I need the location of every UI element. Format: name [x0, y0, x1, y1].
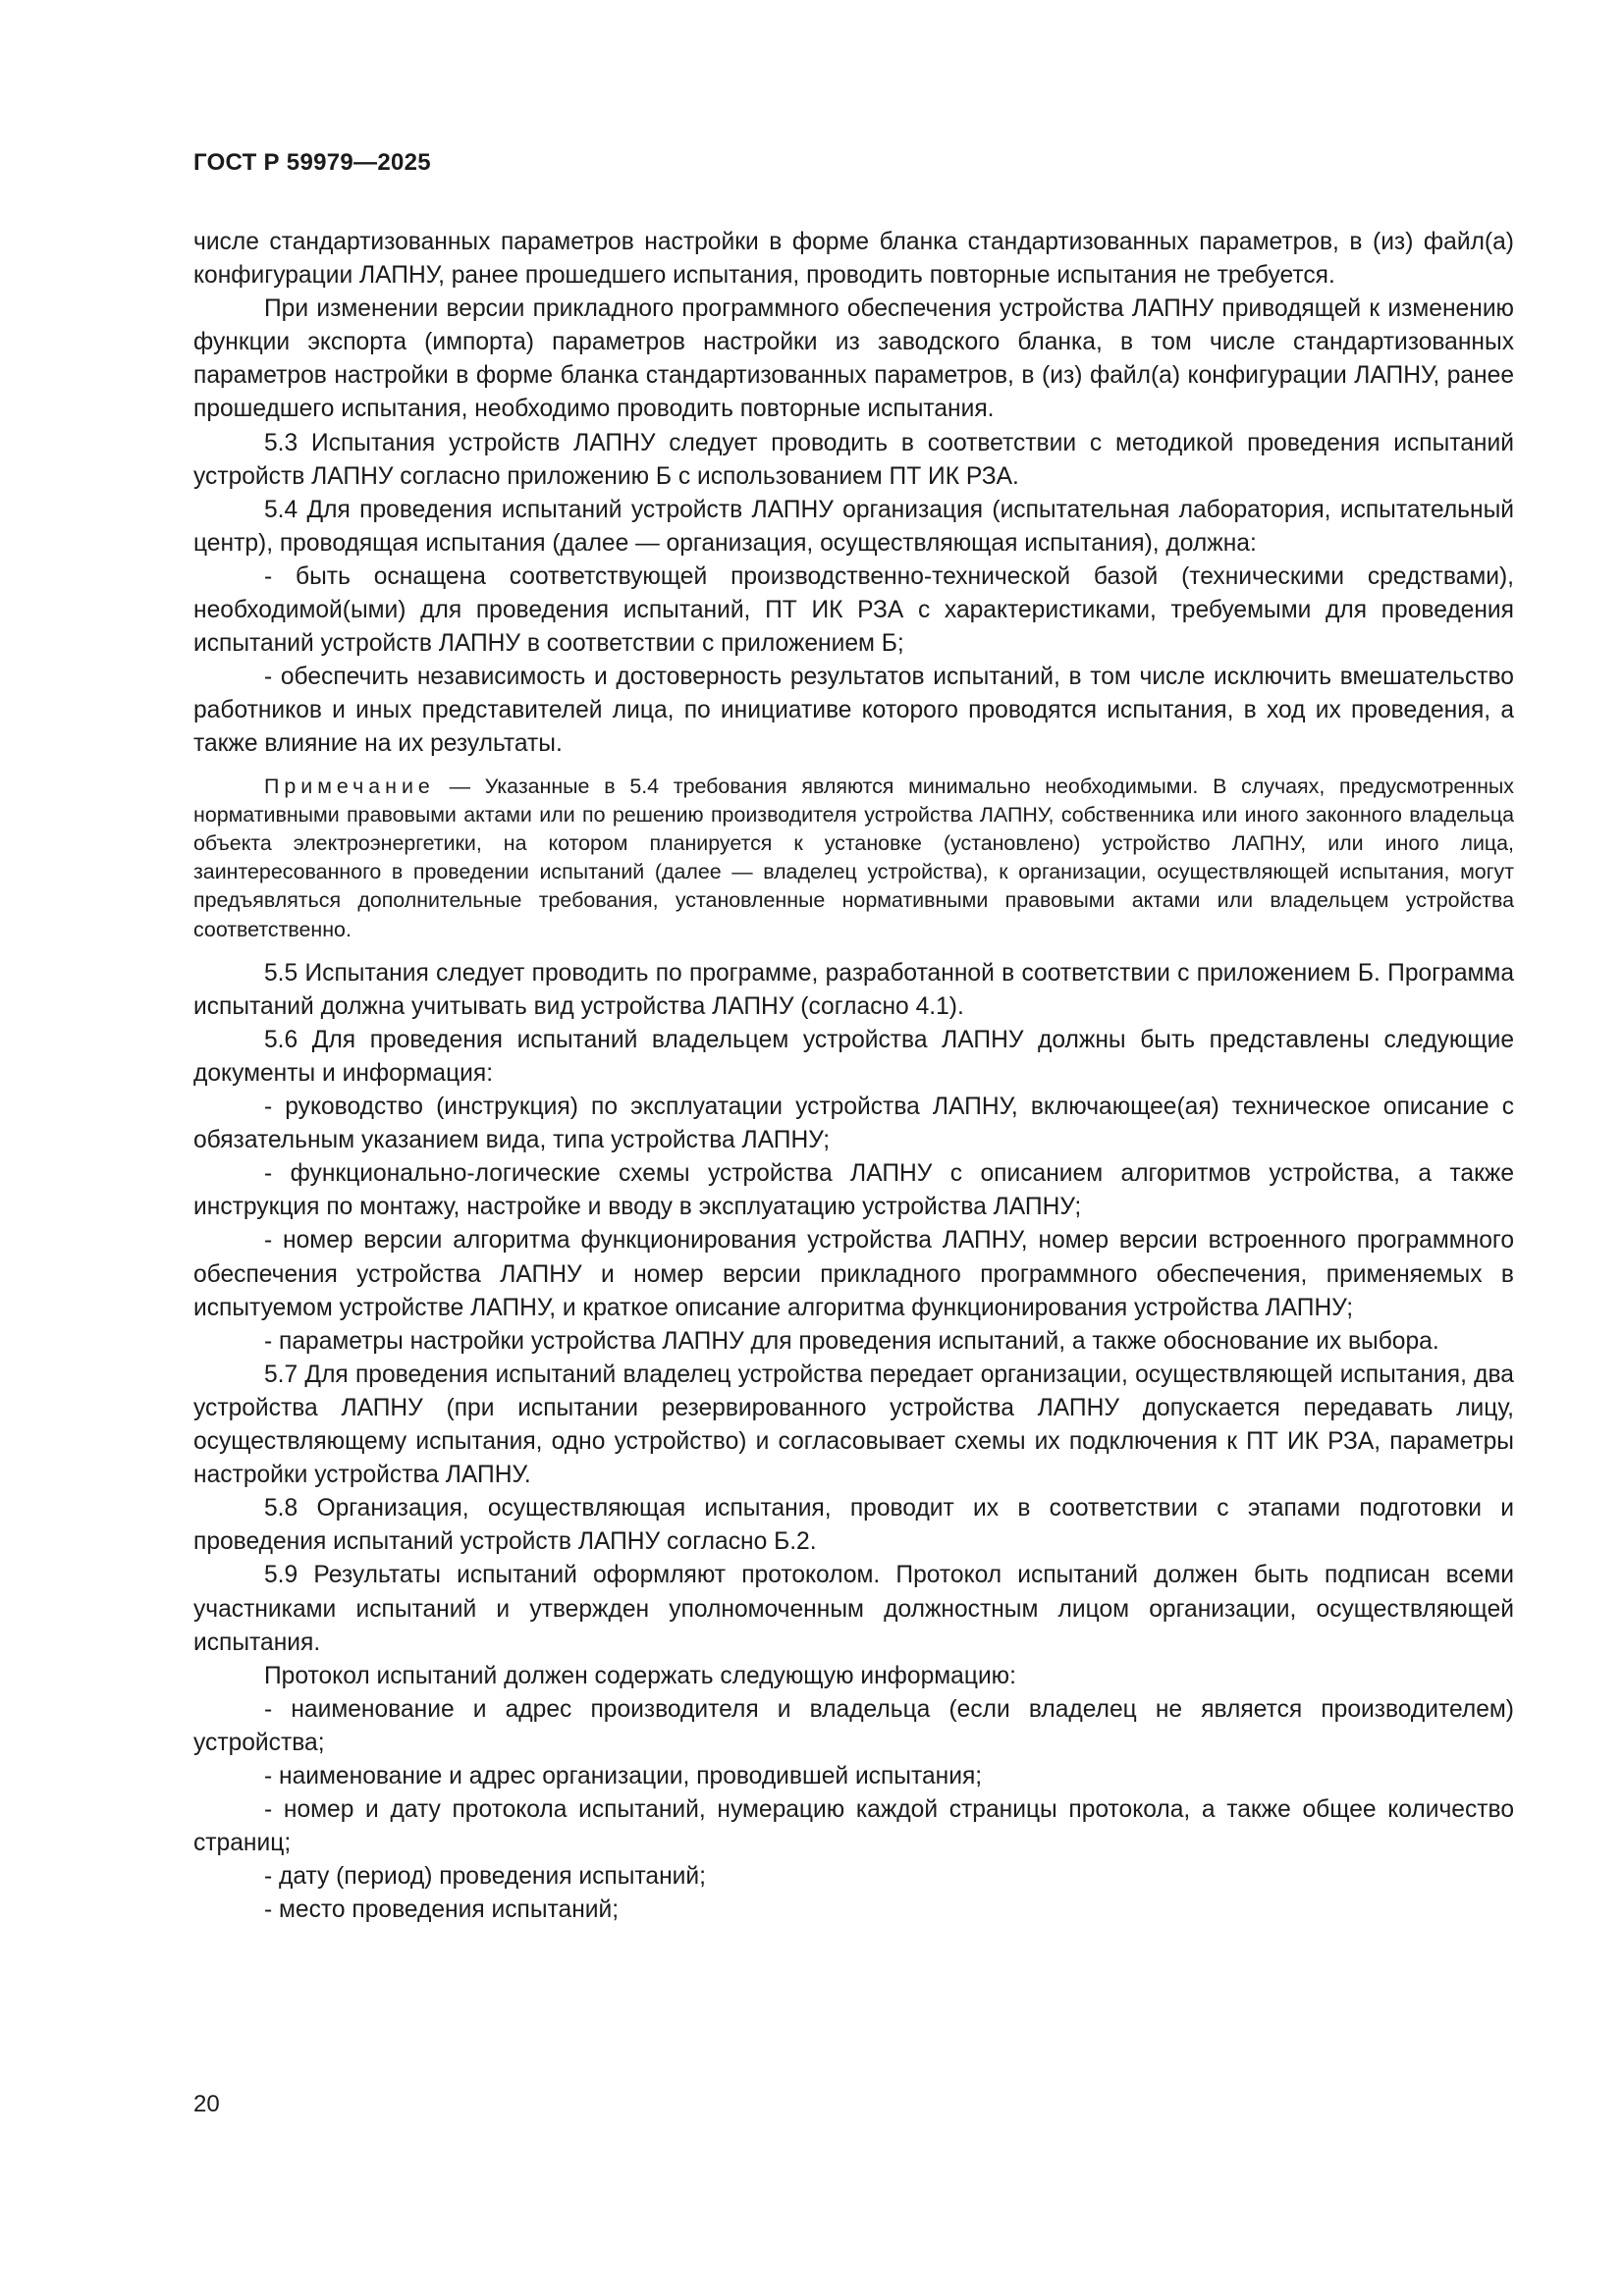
paragraph-5-7: 5.7 Для проведения испытаний владелец устройства передает организации, осуществляющей испытания, два устройства ЛАПНУ (при испытании резервированного устройства ЛАПНУ допускается передавать лицу, осуществляющему испытания, одно устройство) и согласовывает схемы их подключения к ПТ ИК РЗА, параметры настройки устройства ЛАПНУ. — [193, 1361, 1514, 1489]
note-paragraph — [193, 773, 1514, 944]
document-header: ГОСТ Р 59979—2025 — [193, 149, 431, 176]
list-item: - наименование и адрес производителя и владельца (если владелец не является производителем) устройства; — [193, 1695, 1514, 1756]
list-item: - номер версии алгоритма функционирования устройства ЛАПНУ, номер версии встроенного программного обеспечения устройства ЛАПНУ и номер версии прикладного программного обеспечения, применяемых в испытуемом устройстве ЛАПНУ, и краткое описание алгоритма функционирования устройства ЛАПНУ; — [193, 1227, 1514, 1321]
page-number: 20 — [193, 2091, 220, 2117]
list-item: - место проведения испытаний; — [264, 1896, 620, 1924]
note-block — [193, 773, 1514, 944]
paragraph-5-4: 5.4 Для проведения испытаний устройств ЛАПНУ организация (испытательная лаборатория, испытательный центр), проводящая испытания (далее — организация, осуществляющая испытания), должна: — [193, 496, 1514, 557]
list-item: - функционально-логические схемы устройства ЛАПНУ с описанием алгоритмов устройства, а также инструкция по монтажу, настройке и вводу в эксплуатацию устройства ЛАПНУ; — [193, 1160, 1514, 1221]
paragraph-5-9: 5.9 Результаты испытаний оформляют протоколом. Протокол испытаний должен быть подписан всеми участниками испытаний и утвержден уполномоченным должностным лицом организации, осуществляющей испытания. — [193, 1562, 1514, 1656]
note-text: — Указанные в 5.4 требования являются минимально необходимыми. В случаях, предусмотренных нормативными правовыми актами или по решению производителя устройства ЛАПНУ, собственника или иного законного владельца объекта электроэнергетики, на котором планируется к установке (установлено) устройство ЛАПНУ, или иного лица, заинтересованного в проведении испытаний (далее — владелец устройства), к организации, осуществляющей испытания, могут предъявляться дополнительные требования, установленные нормативными правовыми актами или владельцем устройства соответственно. — [193, 774, 1514, 941]
list-item: - наименование и адрес организации, проводившей испытания; — [264, 1762, 983, 1789]
list-item: - номер и дату протокола испытаний, нумерацию каждой страницы протокола, а также общее количество страниц; — [193, 1796, 1514, 1857]
paragraph-5-5: 5.5 Испытания следует проводить по программе, разработанной в соответствии с приложением Б. Программа испытаний должна учитывать вид устройства ЛАПНУ (согласно 4.1). — [193, 959, 1514, 1020]
paragraph-5-3: 5.3 Испытания устройств ЛАПНУ следует проводить в соответствии с методикой проведения испытаний устройств ЛАПНУ согласно приложению Б с использованием ПТ ИК РЗА. — [193, 429, 1514, 490]
paragraph-version-change: При изменении версии прикладного программного обеспечения устройства ЛАПНУ приводящей к изменению функции экспорта (импорта) параметров настройки из заводского бланка, в том числе стандартизованных параметров настройки в форме бланка стандартизованных параметров, в (из) файл(а) конфигурации ЛАПНУ, ранее прошедшего испытания, необходимо проводить повторные испытания. — [193, 295, 1514, 423]
paragraph-protocol-contents: Протокол испытаний должен содержать следующую информацию: — [264, 1662, 1016, 1689]
paragraph-continuation: числе стандартизованных параметров настройки в форме бланка стандартизованных параметров, в (из) файл(а) конфигурации ЛАПНУ, ранее прошедшего испытания, проводить повторные испытания не требуется. — [193, 229, 1514, 290]
paragraph-5-8: 5.8 Организация, осуществляющая испытания, проводит их в соответствии с этапами подготовки и проведения испытаний устройств ЛАПНУ согласно Б.2. — [193, 1495, 1514, 1556]
list-item: - обеспечить независимость и достоверность результатов испытаний, в том числе исключить вмешательство работников и иных представителей лица, по инициативе которого проводятся испытания, в ход их проведения, а также влияние на их результаты. — [193, 664, 1514, 758]
note-label: Примечание — [264, 774, 435, 798]
list-item: - дату (период) проведения испытаний; — [264, 1863, 706, 1891]
list-item: - руководство (инструкция) по эксплуатации устройства ЛАПНУ, включающее(ая) техническое описание с обязательным указанием вида, типа устройства ЛАПНУ; — [193, 1094, 1514, 1154]
paragraph-5-6: 5.6 Для проведения испытаний владельцем устройства ЛАПНУ должны быть представлены следующие документы и информация: — [193, 1026, 1514, 1087]
list-item: - параметры настройки устройства ЛАПНУ для проведения испытаний, а также обоснование их выбора. — [264, 1327, 1439, 1355]
document-body — [193, 226, 1514, 1927]
list-item: - быть оснащена соответствующей производственно-технической базой (техническими средствами), необходимой(ыми) для проведения испытаний, ПТ ИК РЗА с характеристиками, требуемыми для проведения испытаний устройств ЛАПНУ в соответствии с приложением Б; — [193, 562, 1514, 658]
